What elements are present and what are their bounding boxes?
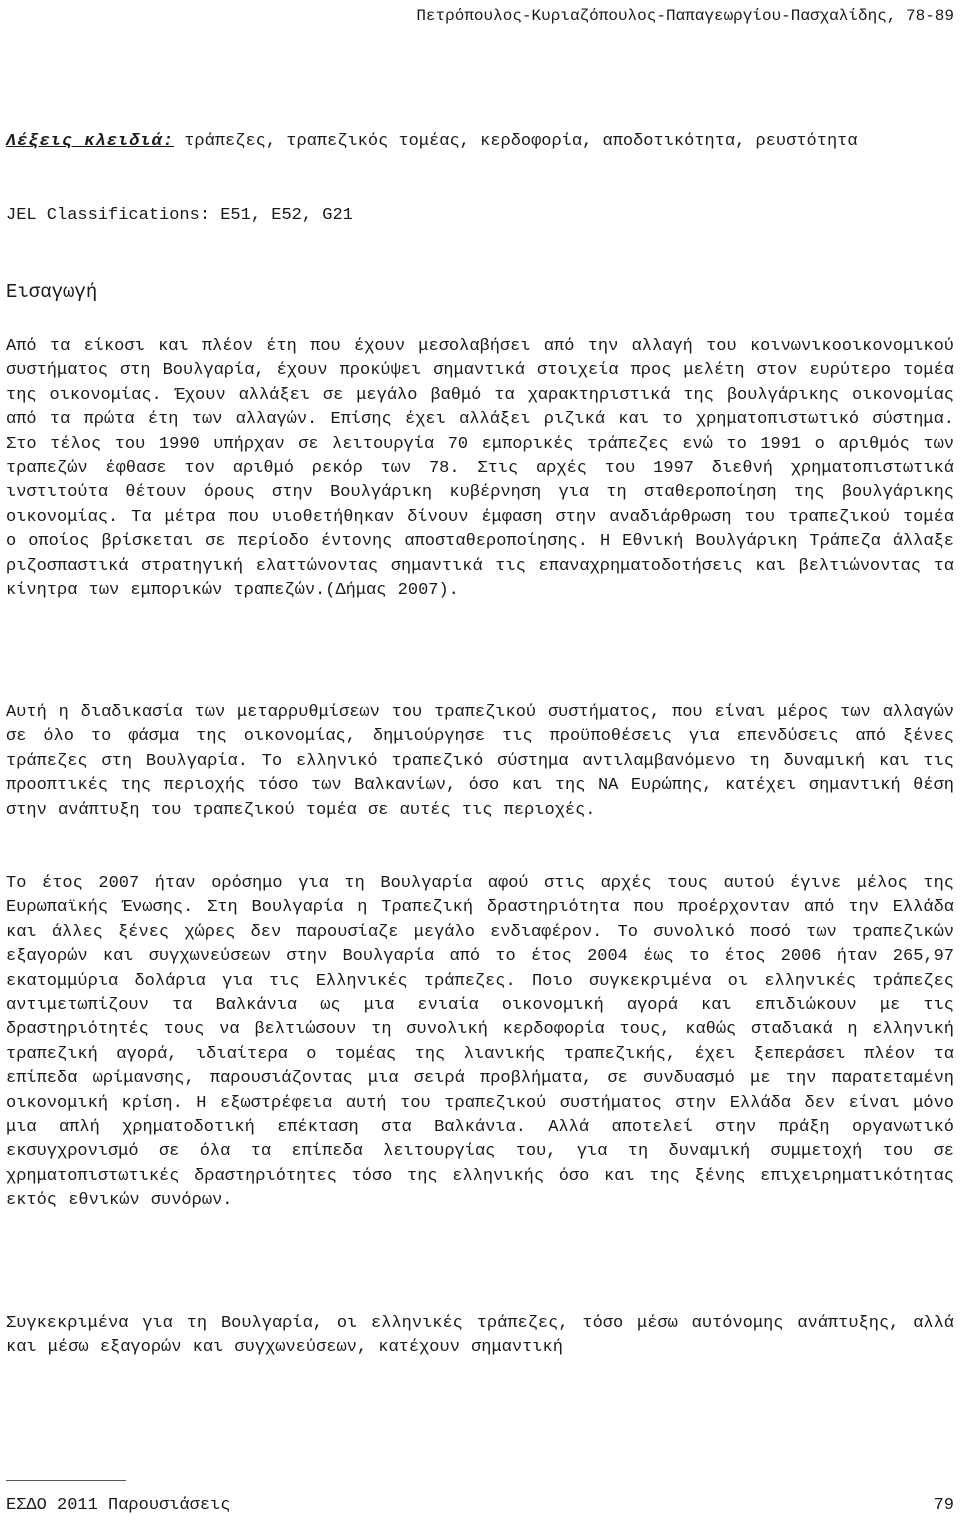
paragraph-2: Αυτή η διαδικασία των μεταρρυθμίσεων του τραπεζικού συστήματος, που είναι μέρος των αλλαγών σε όλο το φάσμα της οικονομίας, δημιούργησε τις προϋποθέσεις για επενδύσεις από ξένες τράπεζες στη Βουλγαρία. Το ελληνικό τραπεζικό σύστημα αντιλαμβανόμενο τη δυναμική και τις προοπτικές της περιοχής τόσο των Βαλκανίων, όσο και της ΝΑ Ευρώπης, κατέχει σημαντική θέση στην ανάπτυξη του τραπεζικού τομέα σε αυτές τις περιοχές. bbox=[6, 703, 954, 820]
keywords-label: Λέξεις κλειδιά: bbox=[6, 132, 175, 151]
paragraph-3: Το έτος 2007 ήταν ορόσημο για τη Βουλγαρία αφού στις αρχές τους αυτού έγινε μέλος της Ευρωπαϊκής Ένωσης. Στη Βουλγαρία η Τραπεζική δραστηριότητα που προέρχονταν από την Ελλάδα και άλλες ξένες χώρες δεν παρουσίαζε μεγάλο ενδιαφέρον. Το συνολικό ποσό των τραπεζικών εξαγορών και συγχωνεύσεων στην Βουλγαρία από το έτος 2004 έως το έτος 2006 ήταν 265,97 εκατομμύρια δολάρια για τις Ελληνικές τράπεζες. Ποιο συγκεκριμένα οι ελληνικές τράπεζες αντιμετωπίζουν τα Βαλκάνια ως μια ενιαία οικονομική αγορά και επιδιώκουν με τις δραστηριότητές τους να βελτιώσουν τη συνολική κερδοφορία τους, καθώς σταδιακά η ελληνική τραπεζική αγορά, ιδιαίτερα ο τομέας της λιανικής τραπεζικής, έχει ξεπεράσει πλέον τα επίπεδα ωρίμανσης, παρουσιάζοντας μια σειρά προβλήματα, σε συνδυασμό με την παρατεταμένη οικονομική κρίση. Η εξωστρέφεια αυτή του τραπεζικού συστήματος στην Ελλάδα δεν είναι μόνο μια απλή χρηματοδοτική επέκταση στα Βαλκάνια. Αλλά αποτελεί στην πράξη οργανωτικό εκσυγχρονισμό σε όλα τα επίπεδα λειτουργίας του, για τη δυναμική συμμετοχή του σε χρηματοπιστωτικές δραστηριότητες τόσο της ελληνικής όσο και της ξένης επιχειρηματικότητας εκτός εθνικών συνόρων. bbox=[6, 874, 954, 1211]
keywords-text: τράπεζες, τραπεζικός τομέας, κερδοφορία, αποδοτικότητα, ρευστότητα bbox=[184, 132, 858, 151]
footer-rule bbox=[6, 1480, 126, 1481]
section-title: Εισαγωγή bbox=[6, 281, 98, 303]
page-number: 79 bbox=[933, 1496, 954, 1515]
running-header: Πετρόπουλος-Κυριαζόπουλος-Παπαγεωργίου-Πασχαλίδης, 78-89 bbox=[416, 7, 954, 25]
keywords-block bbox=[6, 130, 954, 154]
jel-classifications: JEL Classifications: E51, E52, G21 bbox=[6, 206, 353, 225]
paragraph-1: Από τα είκοσι και πλέον έτη που έχουν μεσολαβήσει από την αλλαγή του κοινωνικοοικονομικού συστήματος στη Βουλγαρία, έχουν προκύψει σημαντικά στοιχεία προς μελέτη στον ευρύτερο τομέα της οικονομίας. Έχουν αλλάξει σε μεγάλο βαθμό τα χαρακτηριστικά της βουλγάρικης οικονομίας από τα πρώτα έτη των αλλαγών. Επίσης έχει αλλάξει ριζικά και το χρηματοπιστωτικό σύστημα. Στο τέλος του 1990 υπήρχαν σε λειτουργία 70 εμπορικές τράπεζες ενώ το 1991 ο αριθμός των τραπεζών έφθασε τον αριθμό ρεκόρ των 78. Στις αρχές του 1997 διεθνή χρηματοπιστωτικά ινστιτούτα θέτουν όρους στην Βουλγάρικη κυβέρνηση για τη σταθεροποίηση της βουλγάρικης οικονομίας. Τα μέτρα που υιοθετήθηκαν δίνουν έμφαση στην αναδιάρθρωση του τραπεζικού τομέα ο οποίος βρίσκεται σε περίοδο έντονης αποσταθεροποίησης. Η Εθνική Βουλγάρικη Τράπεζα άλλαξε ριζοσπαστικά στρατηγική ελαττώνοντας σημαντικά τις επαναχρηματοδοτήσεις και βελτιώνοντας τα κίνητρα των εμπορικών τραπεζών.(Δήμας 2007). bbox=[6, 337, 954, 601]
paragraph-4: Συγκεκριμένα για τη Βουλγαρία, οι ελληνικές τράπεζες, τόσο μέσω αυτόνομης ανάπτυξης, αλλά και μέσω εξαγορών και συγχωνεύσεων, κατέχουν σημαντική bbox=[6, 1314, 954, 1358]
footer-conference: ΕΣΔΟ 2011 Παρουσιάσεις bbox=[6, 1496, 231, 1515]
